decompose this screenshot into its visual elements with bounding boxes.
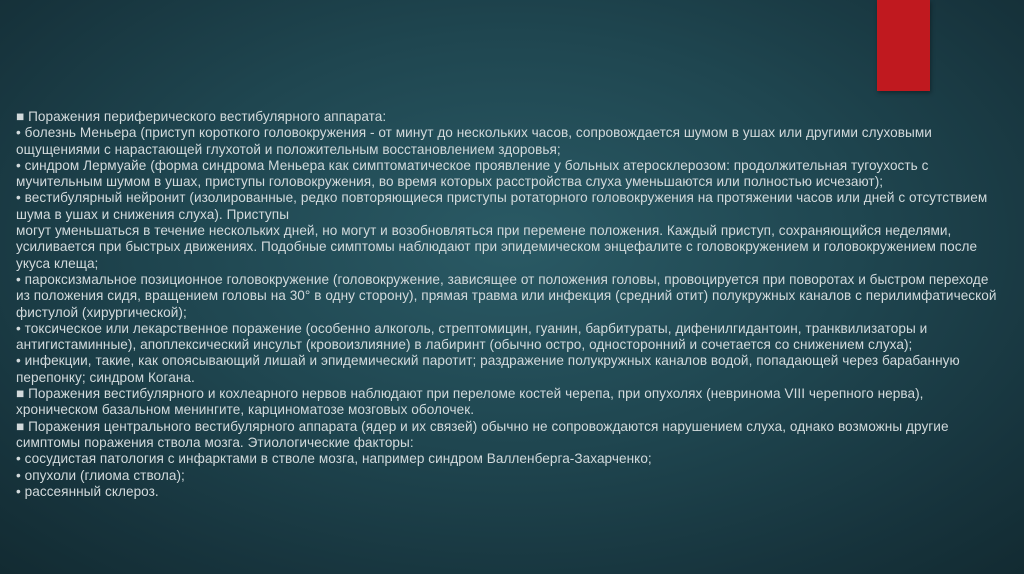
bullet-positional-vertigo: • пароксизмальное позиционное головокружение (головокружение, зависящее от положения головы, провоцируется при поворотах и быстром переходе из положения сидя, вращением головы на 30° в одну сторону), прямая травма или инфекция (средний отит) полукружных каналов с перилимфатической фистулой (хирургической); xyxy=(16,271,997,320)
slide-body-text xyxy=(16,109,1006,500)
bullet-neuronitis: • вестибулярный нейронит (изолированные, редко повторяющиеся приступы ротаторного головокружения на протяжении часов или дней с отсутствием шума в ушах и снижения слуха). Приступы xyxy=(16,190,988,222)
bullet-infections: • инфекции, такие, как опоясывающий лишай и эпидемический паротит; раздражение полукружных каналов водой, попадающей через барабанную перепонку; синдром Когана. xyxy=(16,353,960,385)
bullet-toxic-lesion: • токсическое или лекарственное поражение (особенно алкоголь, стрептомицин, гуанин, барбитураты, дифенилгидантоин, транквилизаторы и антигистаминные), апоплексический инсульт (кровоизлияние) в лабиринт (обычно остро, односторонний и сочетается со снижением слуха); xyxy=(16,320,928,353)
heading-nerves: ■ Поражения вестибулярного и кохлеарного нервов наблюдают при переломе костей черепа, при опухолях (невринома VIII черепного нерва), хроническом базальном менингите, карциноматозе мозговых оболочек. xyxy=(16,386,924,418)
heading-central: ■ Поражения центрального вестибулярного аппарата (ядер и их связей) обычно не сопровождаются нарушением слуха, однако возможны другие симптомы поражения ствола мозга. Этиологические факторы: xyxy=(16,418,949,450)
heading-peripheral: ■ Поражения периферического вестибулярного аппарата: xyxy=(16,109,387,124)
bullet-tumors: • опухоли (глиома ствола); xyxy=(16,467,185,483)
bullet-sclerosis: • рассеянный склероз. xyxy=(16,483,159,499)
neuronitis-continuation: могут уменьшаться в течение нескольких дней, но могут и возобновляться при перемене положения. Каждый приступ, сохраняющийся неделями, усиливается при быстрых движениях. Подобные симптомы наблюдают при эпидемическом энцефалите с головокружением и головокружением после укуса клеща; xyxy=(16,223,978,271)
red-accent-bar xyxy=(877,0,930,91)
bullet-meniere: • болезнь Меньера (приступ короткого головокружения - от минут до нескольких часов, сопровождается шумом в ушах или другими слуховыми ощущениями с нарастающей глухотой и положительным восстановлением здоровья; xyxy=(16,125,932,157)
bullet-lermoyez: • синдром Лермуайе (форма синдрома Меньера как симптоматическое проявление у больных атеросклерозом: продолжительная тугоухость с мучительным шумом в ушах, приступы головокружения, во время которых расстройства слуха уменьшаются или полностью исчезают); xyxy=(16,157,929,190)
bullet-vascular: • сосудистая патология с инфарктами в стволе мозга, например синдром Валленберга-Захарченко; xyxy=(16,451,652,467)
